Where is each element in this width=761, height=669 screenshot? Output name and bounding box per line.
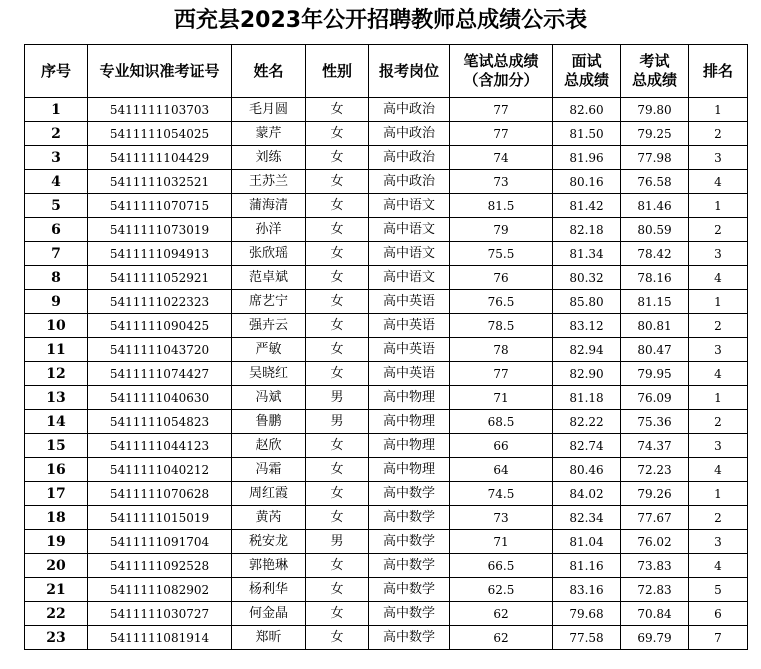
cell-gender: 女 xyxy=(306,218,369,242)
cell-seq: 10 xyxy=(25,314,88,338)
cell-gender: 女 xyxy=(306,290,369,314)
cell-total-score: 69.79 xyxy=(621,626,689,650)
cell-total-score: 78.42 xyxy=(621,242,689,266)
table-header xyxy=(25,45,748,98)
cell-written-score: 73 xyxy=(450,170,553,194)
cell-name: 郭艳琳 xyxy=(232,554,306,578)
cell-rank: 3 xyxy=(689,434,748,458)
cell-seq: 4 xyxy=(25,170,88,194)
cell-name: 周红霞 xyxy=(232,482,306,506)
cell-rank: 4 xyxy=(689,554,748,578)
header-interview xyxy=(553,45,621,98)
cell-position: 高中英语 xyxy=(369,314,450,338)
table-row xyxy=(25,194,748,218)
table-row xyxy=(25,530,748,554)
cell-total-score: 75.36 xyxy=(621,410,689,434)
cell-ticket: 5411111090425 xyxy=(88,314,232,338)
cell-interview-score: 81.96 xyxy=(553,146,621,170)
cell-rank: 5 xyxy=(689,578,748,602)
cell-gender: 女 xyxy=(306,338,369,362)
cell-total-score: 77.98 xyxy=(621,146,689,170)
cell-total-score: 76.09 xyxy=(621,386,689,410)
cell-written-score: 74.5 xyxy=(450,482,553,506)
cell-written-score: 64 xyxy=(450,458,553,482)
cell-total-score: 79.80 xyxy=(621,98,689,122)
cell-seq: 7 xyxy=(25,242,88,266)
cell-ticket: 5411111040630 xyxy=(88,386,232,410)
cell-written-score: 77 xyxy=(450,362,553,386)
cell-interview-score: 83.12 xyxy=(553,314,621,338)
cell-interview-score: 80.16 xyxy=(553,170,621,194)
cell-ticket: 5411111030727 xyxy=(88,602,232,626)
cell-position: 高中政治 xyxy=(369,98,450,122)
header-row xyxy=(25,45,748,98)
table-row xyxy=(25,626,748,650)
cell-rank: 3 xyxy=(689,530,748,554)
cell-total-score: 79.25 xyxy=(621,122,689,146)
cell-position: 高中数学 xyxy=(369,602,450,626)
cell-position: 高中政治 xyxy=(369,146,450,170)
cell-rank: 1 xyxy=(689,98,748,122)
cell-interview-score: 81.04 xyxy=(553,530,621,554)
cell-interview-score: 79.68 xyxy=(553,602,621,626)
cell-rank: 3 xyxy=(689,242,748,266)
cell-total-score: 74.37 xyxy=(621,434,689,458)
table-row xyxy=(25,602,748,626)
cell-interview-score: 81.50 xyxy=(553,122,621,146)
cell-ticket: 5411111070715 xyxy=(88,194,232,218)
cell-name: 王苏兰 xyxy=(232,170,306,194)
cell-written-score: 78 xyxy=(450,338,553,362)
cell-name: 赵欣 xyxy=(232,434,306,458)
cell-rank: 4 xyxy=(689,170,748,194)
cell-name: 席艺宁 xyxy=(232,290,306,314)
cell-interview-score: 82.34 xyxy=(553,506,621,530)
cell-written-score: 62.5 xyxy=(450,578,553,602)
cell-position: 高中物理 xyxy=(369,410,450,434)
cell-gender: 女 xyxy=(306,602,369,626)
cell-rank: 3 xyxy=(689,338,748,362)
cell-interview-score: 82.60 xyxy=(553,98,621,122)
cell-rank: 1 xyxy=(689,386,748,410)
cell-ticket: 5411111052921 xyxy=(88,266,232,290)
cell-seq: 20 xyxy=(25,554,88,578)
cell-ticket: 5411111104429 xyxy=(88,146,232,170)
table-row xyxy=(25,506,748,530)
cell-gender: 女 xyxy=(306,578,369,602)
cell-written-score: 66.5 xyxy=(450,554,553,578)
cell-rank: 4 xyxy=(689,362,748,386)
cell-name: 强卉云 xyxy=(232,314,306,338)
table-row xyxy=(25,266,748,290)
cell-written-score: 71 xyxy=(450,386,553,410)
cell-interview-score: 82.90 xyxy=(553,362,621,386)
cell-written-score: 77 xyxy=(450,98,553,122)
header-exam-line2: 总成绩 xyxy=(631,71,677,89)
cell-ticket: 5411111032521 xyxy=(88,170,232,194)
cell-position: 高中语文 xyxy=(369,242,450,266)
cell-seq: 19 xyxy=(25,530,88,554)
cell-interview-score: 81.34 xyxy=(553,242,621,266)
cell-seq: 23 xyxy=(25,626,88,650)
cell-total-score: 81.46 xyxy=(621,194,689,218)
cell-written-score: 62 xyxy=(450,602,553,626)
table-row xyxy=(25,434,748,458)
cell-interview-score: 80.46 xyxy=(553,458,621,482)
cell-ticket: 5411111044123 xyxy=(88,434,232,458)
header-exam-line1: 考试 xyxy=(639,52,670,70)
cell-seq: 15 xyxy=(25,434,88,458)
cell-written-score: 77 xyxy=(450,122,553,146)
cell-written-score: 76.5 xyxy=(450,290,553,314)
cell-name: 鲁鹏 xyxy=(232,410,306,434)
cell-total-score: 80.59 xyxy=(621,218,689,242)
cell-total-score: 73.83 xyxy=(621,554,689,578)
cell-gender: 女 xyxy=(306,122,369,146)
cell-ticket: 5411111073019 xyxy=(88,218,232,242)
cell-gender: 女 xyxy=(306,170,369,194)
cell-rank: 4 xyxy=(689,266,748,290)
cell-total-score: 76.02 xyxy=(621,530,689,554)
cell-ticket: 5411111070628 xyxy=(88,482,232,506)
cell-gender: 女 xyxy=(306,194,369,218)
score-table xyxy=(24,44,748,650)
cell-gender: 男 xyxy=(306,410,369,434)
cell-position: 高中物理 xyxy=(369,386,450,410)
cell-ticket: 5411111074427 xyxy=(88,362,232,386)
cell-ticket: 5411111054025 xyxy=(88,122,232,146)
header-ticket: 专业知识准考证号 xyxy=(88,45,232,98)
cell-name: 杨利华 xyxy=(232,578,306,602)
cell-gender: 男 xyxy=(306,386,369,410)
cell-gender: 女 xyxy=(306,506,369,530)
cell-total-score: 80.47 xyxy=(621,338,689,362)
table-row xyxy=(25,362,748,386)
header-name: 姓名 xyxy=(232,45,306,98)
cell-seq: 5 xyxy=(25,194,88,218)
cell-name: 张欣瑶 xyxy=(232,242,306,266)
cell-position: 高中语文 xyxy=(369,194,450,218)
cell-ticket: 5411111103703 xyxy=(88,98,232,122)
cell-written-score: 71 xyxy=(450,530,553,554)
cell-written-score: 81.5 xyxy=(450,194,553,218)
cell-position: 高中物理 xyxy=(369,434,450,458)
table-row xyxy=(25,218,748,242)
cell-written-score: 66 xyxy=(450,434,553,458)
cell-seq: 12 xyxy=(25,362,88,386)
cell-gender: 女 xyxy=(306,482,369,506)
cell-name: 吴晓红 xyxy=(232,362,306,386)
cell-total-score: 77.67 xyxy=(621,506,689,530)
cell-ticket: 5411111091704 xyxy=(88,530,232,554)
cell-name: 毛月圆 xyxy=(232,98,306,122)
cell-seq: 11 xyxy=(25,338,88,362)
header-written xyxy=(450,45,553,98)
cell-gender: 女 xyxy=(306,266,369,290)
table-row xyxy=(25,410,748,434)
table-body xyxy=(25,98,748,650)
cell-gender: 女 xyxy=(306,626,369,650)
table-row xyxy=(25,242,748,266)
cell-position: 高中数学 xyxy=(369,530,450,554)
cell-seq: 21 xyxy=(25,578,88,602)
cell-position: 高中政治 xyxy=(369,122,450,146)
cell-interview-score: 77.58 xyxy=(553,626,621,650)
cell-rank: 2 xyxy=(689,410,748,434)
cell-rank: 2 xyxy=(689,122,748,146)
table-row xyxy=(25,578,748,602)
cell-gender: 女 xyxy=(306,314,369,338)
table-row xyxy=(25,458,748,482)
cell-name: 冯霜 xyxy=(232,458,306,482)
header-interview-line1: 面试 xyxy=(571,52,602,70)
cell-name: 蒙芹 xyxy=(232,122,306,146)
cell-rank: 1 xyxy=(689,194,748,218)
table-row xyxy=(25,338,748,362)
cell-rank: 6 xyxy=(689,602,748,626)
table-row xyxy=(25,98,748,122)
cell-seq: 1 xyxy=(25,98,88,122)
cell-total-score: 79.95 xyxy=(621,362,689,386)
cell-interview-score: 80.32 xyxy=(553,266,621,290)
cell-rank: 1 xyxy=(689,290,748,314)
cell-interview-score: 81.42 xyxy=(553,194,621,218)
cell-seq: 14 xyxy=(25,410,88,434)
cell-rank: 2 xyxy=(689,218,748,242)
cell-position: 高中英语 xyxy=(369,362,450,386)
page-title: 西充县2023年公开招聘教师总成绩公示表 xyxy=(173,8,588,33)
cell-position: 高中英语 xyxy=(369,338,450,362)
cell-name: 严敏 xyxy=(232,338,306,362)
cell-seq: 17 xyxy=(25,482,88,506)
cell-rank: 1 xyxy=(689,482,748,506)
cell-ticket: 5411111092528 xyxy=(88,554,232,578)
table-row xyxy=(25,314,748,338)
cell-rank: 2 xyxy=(689,314,748,338)
cell-name: 范卓斌 xyxy=(232,266,306,290)
cell-rank: 3 xyxy=(689,146,748,170)
cell-total-score: 78.16 xyxy=(621,266,689,290)
cell-position: 高中语文 xyxy=(369,218,450,242)
cell-seq: 16 xyxy=(25,458,88,482)
cell-interview-score: 82.18 xyxy=(553,218,621,242)
cell-written-score: 78.5 xyxy=(450,314,553,338)
cell-ticket: 5411111081914 xyxy=(88,626,232,650)
cell-position: 高中数学 xyxy=(369,554,450,578)
cell-written-score: 62 xyxy=(450,626,553,650)
cell-seq: 9 xyxy=(25,290,88,314)
cell-written-score: 76 xyxy=(450,266,553,290)
cell-gender: 女 xyxy=(306,242,369,266)
cell-gender: 女 xyxy=(306,362,369,386)
cell-interview-score: 82.94 xyxy=(553,338,621,362)
cell-total-score: 76.58 xyxy=(621,170,689,194)
cell-seq: 18 xyxy=(25,506,88,530)
table-row xyxy=(25,122,748,146)
cell-ticket: 5411111082902 xyxy=(88,578,232,602)
cell-ticket: 5411111043720 xyxy=(88,338,232,362)
header-seq: 序号 xyxy=(25,45,88,98)
cell-total-score: 79.26 xyxy=(621,482,689,506)
cell-gender: 男 xyxy=(306,530,369,554)
cell-interview-score: 82.74 xyxy=(553,434,621,458)
cell-position: 高中数学 xyxy=(369,482,450,506)
cell-ticket: 5411111094913 xyxy=(88,242,232,266)
cell-written-score: 73 xyxy=(450,506,553,530)
cell-seq: 22 xyxy=(25,602,88,626)
cell-rank: 2 xyxy=(689,506,748,530)
cell-position: 高中数学 xyxy=(369,626,450,650)
table-row xyxy=(25,290,748,314)
cell-written-score: 68.5 xyxy=(450,410,553,434)
cell-position: 高中数学 xyxy=(369,506,450,530)
cell-position: 高中政治 xyxy=(369,170,450,194)
cell-seq: 2 xyxy=(25,122,88,146)
table-row xyxy=(25,146,748,170)
cell-name: 郑昕 xyxy=(232,626,306,650)
cell-ticket: 5411111040212 xyxy=(88,458,232,482)
cell-interview-score: 84.02 xyxy=(553,482,621,506)
cell-name: 黄芮 xyxy=(232,506,306,530)
cell-written-score: 74 xyxy=(450,146,553,170)
cell-ticket: 5411111054823 xyxy=(88,410,232,434)
cell-gender: 女 xyxy=(306,146,369,170)
cell-seq: 8 xyxy=(25,266,88,290)
cell-name: 刘练 xyxy=(232,146,306,170)
cell-interview-score: 81.18 xyxy=(553,386,621,410)
table-row xyxy=(25,554,748,578)
cell-name: 冯斌 xyxy=(232,386,306,410)
cell-name: 蒲海清 xyxy=(232,194,306,218)
header-exam-total xyxy=(621,45,689,98)
cell-gender: 女 xyxy=(306,554,369,578)
header-rank: 排名 xyxy=(689,45,748,98)
header-position: 报考岗位 xyxy=(369,45,450,98)
cell-gender: 女 xyxy=(306,458,369,482)
cell-seq: 3 xyxy=(25,146,88,170)
cell-seq: 6 xyxy=(25,218,88,242)
cell-written-score: 79 xyxy=(450,218,553,242)
header-gender: 性别 xyxy=(306,45,369,98)
cell-total-score: 81.15 xyxy=(621,290,689,314)
cell-ticket: 5411111015019 xyxy=(88,506,232,530)
cell-gender: 女 xyxy=(306,98,369,122)
cell-position: 高中英语 xyxy=(369,290,450,314)
cell-name: 孙洋 xyxy=(232,218,306,242)
cell-ticket: 5411111022323 xyxy=(88,290,232,314)
cell-interview-score: 81.16 xyxy=(553,554,621,578)
cell-gender: 女 xyxy=(306,434,369,458)
cell-written-score: 75.5 xyxy=(450,242,553,266)
table-row xyxy=(25,170,748,194)
cell-interview-score: 83.16 xyxy=(553,578,621,602)
table-row xyxy=(25,482,748,506)
cell-interview-score: 85.80 xyxy=(553,290,621,314)
cell-name: 何金晶 xyxy=(232,602,306,626)
cell-position: 高中数学 xyxy=(369,578,450,602)
cell-interview-score: 82.22 xyxy=(553,410,621,434)
cell-total-score: 72.83 xyxy=(621,578,689,602)
header-written-line2: （含加分） xyxy=(463,71,539,89)
header-interview-line2: 总成绩 xyxy=(563,71,609,89)
cell-total-score: 80.81 xyxy=(621,314,689,338)
header-written-line1: 笔试总成绩 xyxy=(463,52,539,70)
table-row xyxy=(25,386,748,410)
cell-rank: 4 xyxy=(689,458,748,482)
cell-name: 税安龙 xyxy=(232,530,306,554)
cell-seq: 13 xyxy=(25,386,88,410)
cell-total-score: 72.23 xyxy=(621,458,689,482)
cell-rank: 7 xyxy=(689,626,748,650)
cell-position: 高中物理 xyxy=(369,458,450,482)
cell-position: 高中语文 xyxy=(369,266,450,290)
cell-total-score: 70.84 xyxy=(621,602,689,626)
